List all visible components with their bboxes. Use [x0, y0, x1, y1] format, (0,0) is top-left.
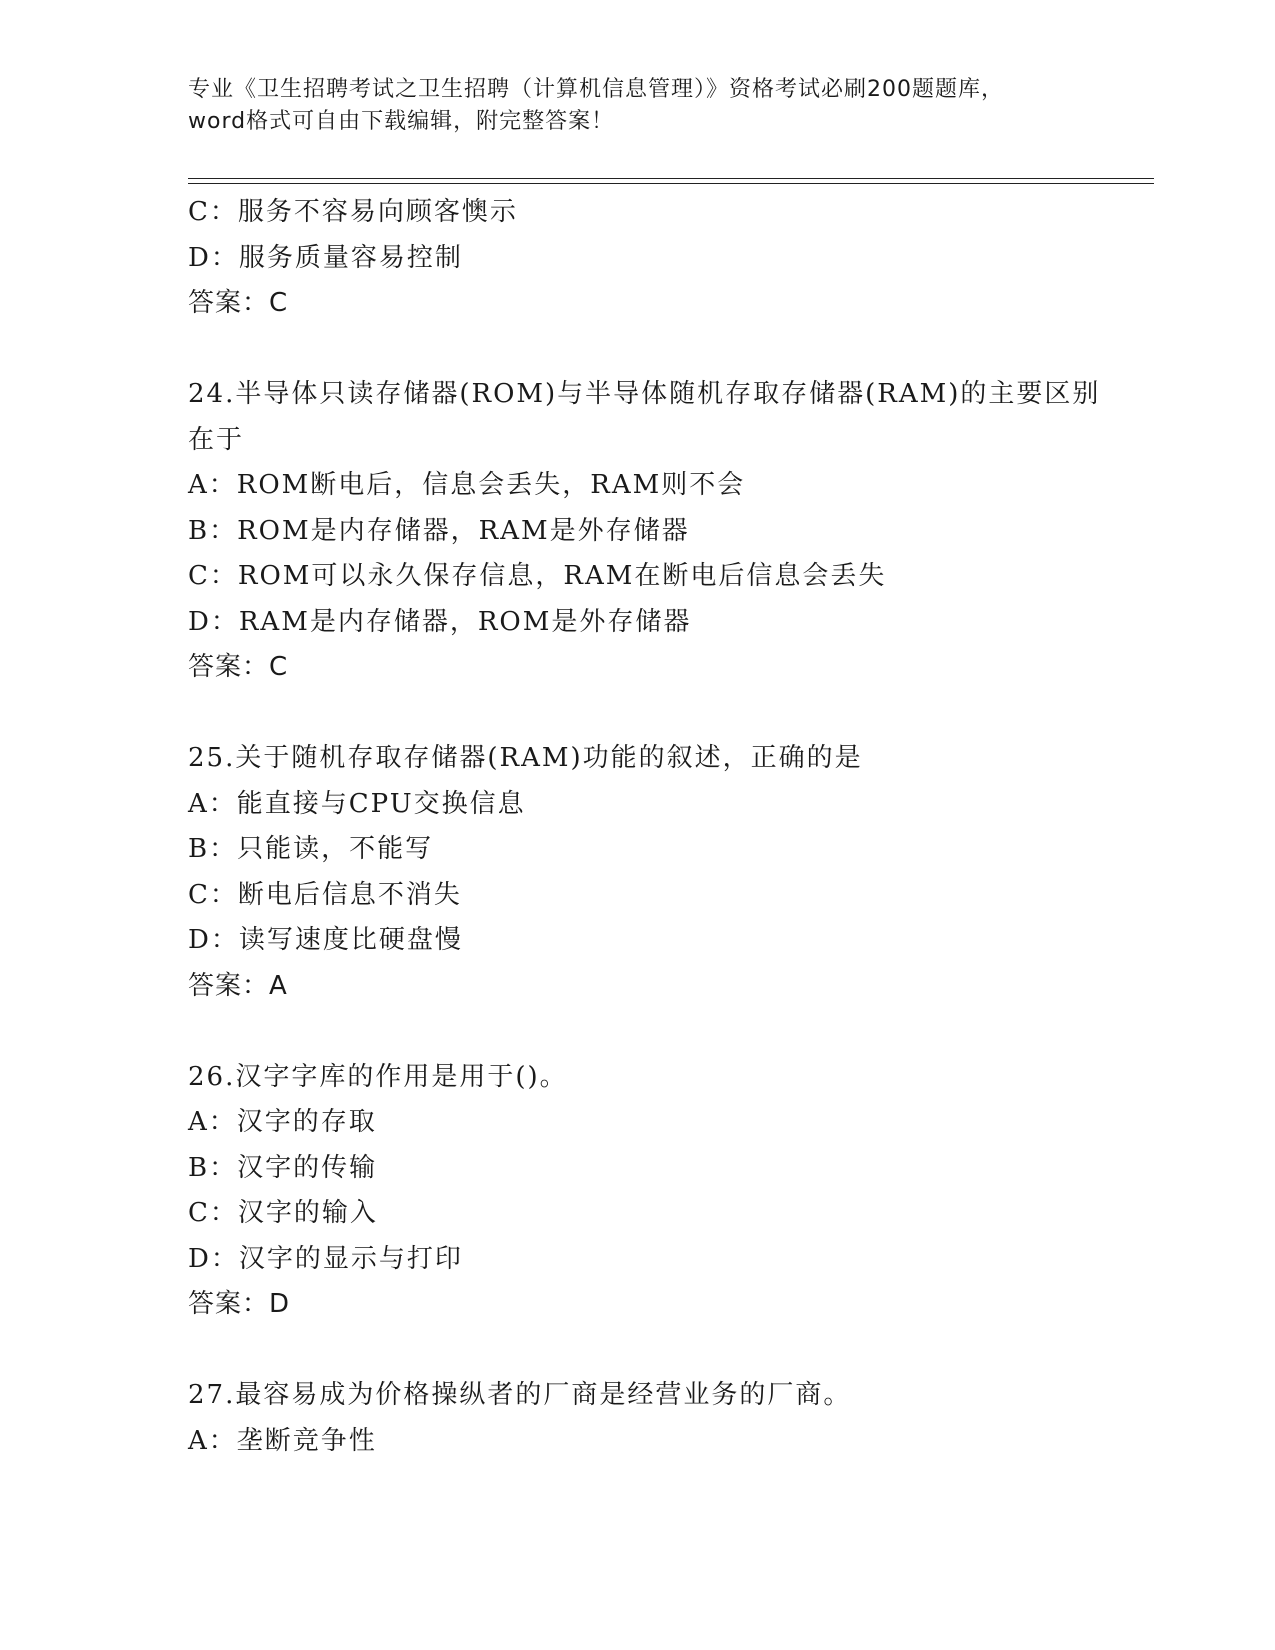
option-d: D：服务质量容易控制	[188, 242, 463, 273]
option-a: A：垄断竞争性	[188, 1425, 377, 1456]
header-line-2: word格式可自由下载编辑，附完整答案！	[188, 109, 615, 134]
option-c: C：服务不容易向顾客懊示	[188, 197, 518, 227]
question-23-continued	[188, 190, 1148, 327]
question-25	[188, 736, 1148, 1009]
spacer	[188, 1328, 1148, 1374]
question-stem: 27.最容易成为价格操纵者的厂商是经营业务的厂商。	[188, 1380, 852, 1410]
option-c: C：ROM可以永久保存信息，RAM在断电后信息会丢失	[188, 561, 887, 591]
spacer	[188, 327, 1148, 373]
option-d: D：RAM是内存储器，ROM是外存储器	[188, 606, 692, 637]
question-26	[188, 1055, 1148, 1328]
answer: 答案：C	[188, 652, 289, 682]
option-c: C：汉字的输入	[188, 1198, 378, 1228]
question-stem: 24.半导体只读存储器(ROM)与半导体随机存取存储器(RAM)的主要区别	[188, 379, 1101, 409]
question-24	[188, 372, 1148, 691]
question-stem: 25.关于随机存取存储器(RAM)功能的叙述，正确的是	[188, 743, 863, 773]
question-list	[188, 190, 1148, 1464]
answer: 答案：D	[188, 1289, 291, 1319]
option-b: B：汉字的传输	[188, 1152, 378, 1183]
spacer	[188, 1009, 1148, 1055]
question-stem: 在于	[188, 424, 245, 455]
option-a: A：能直接与CPU交换信息	[188, 788, 526, 819]
option-c: C：断电后信息不消失	[188, 879, 462, 910]
document-header	[188, 74, 1088, 138]
option-d: D：汉字的显示与打印	[188, 1243, 463, 1274]
option-b: B：只能读，不能写	[188, 834, 434, 864]
header-divider-bottom	[188, 183, 1154, 184]
header-divider-top	[188, 178, 1154, 179]
option-a: A：汉字的存取	[188, 1107, 377, 1137]
answer: 答案：C	[188, 288, 289, 318]
spacer	[188, 691, 1148, 737]
option-a: A：ROM断电后，信息会丢失，RAM则不会	[188, 470, 746, 500]
answer: 答案：A	[188, 970, 288, 1001]
option-d: D：读写速度比硬盘慢	[188, 925, 463, 955]
option-b: B：ROM是内存储器，RAM是外存储器	[188, 515, 690, 546]
question-27	[188, 1373, 1148, 1464]
question-stem: 26.汉字字库的作用是用于()。	[188, 1061, 568, 1092]
header-line-1: 专业《卫生招聘考试之卫生招聘（计算机信息管理）》资格考试必刷200题题库，	[188, 77, 1004, 102]
